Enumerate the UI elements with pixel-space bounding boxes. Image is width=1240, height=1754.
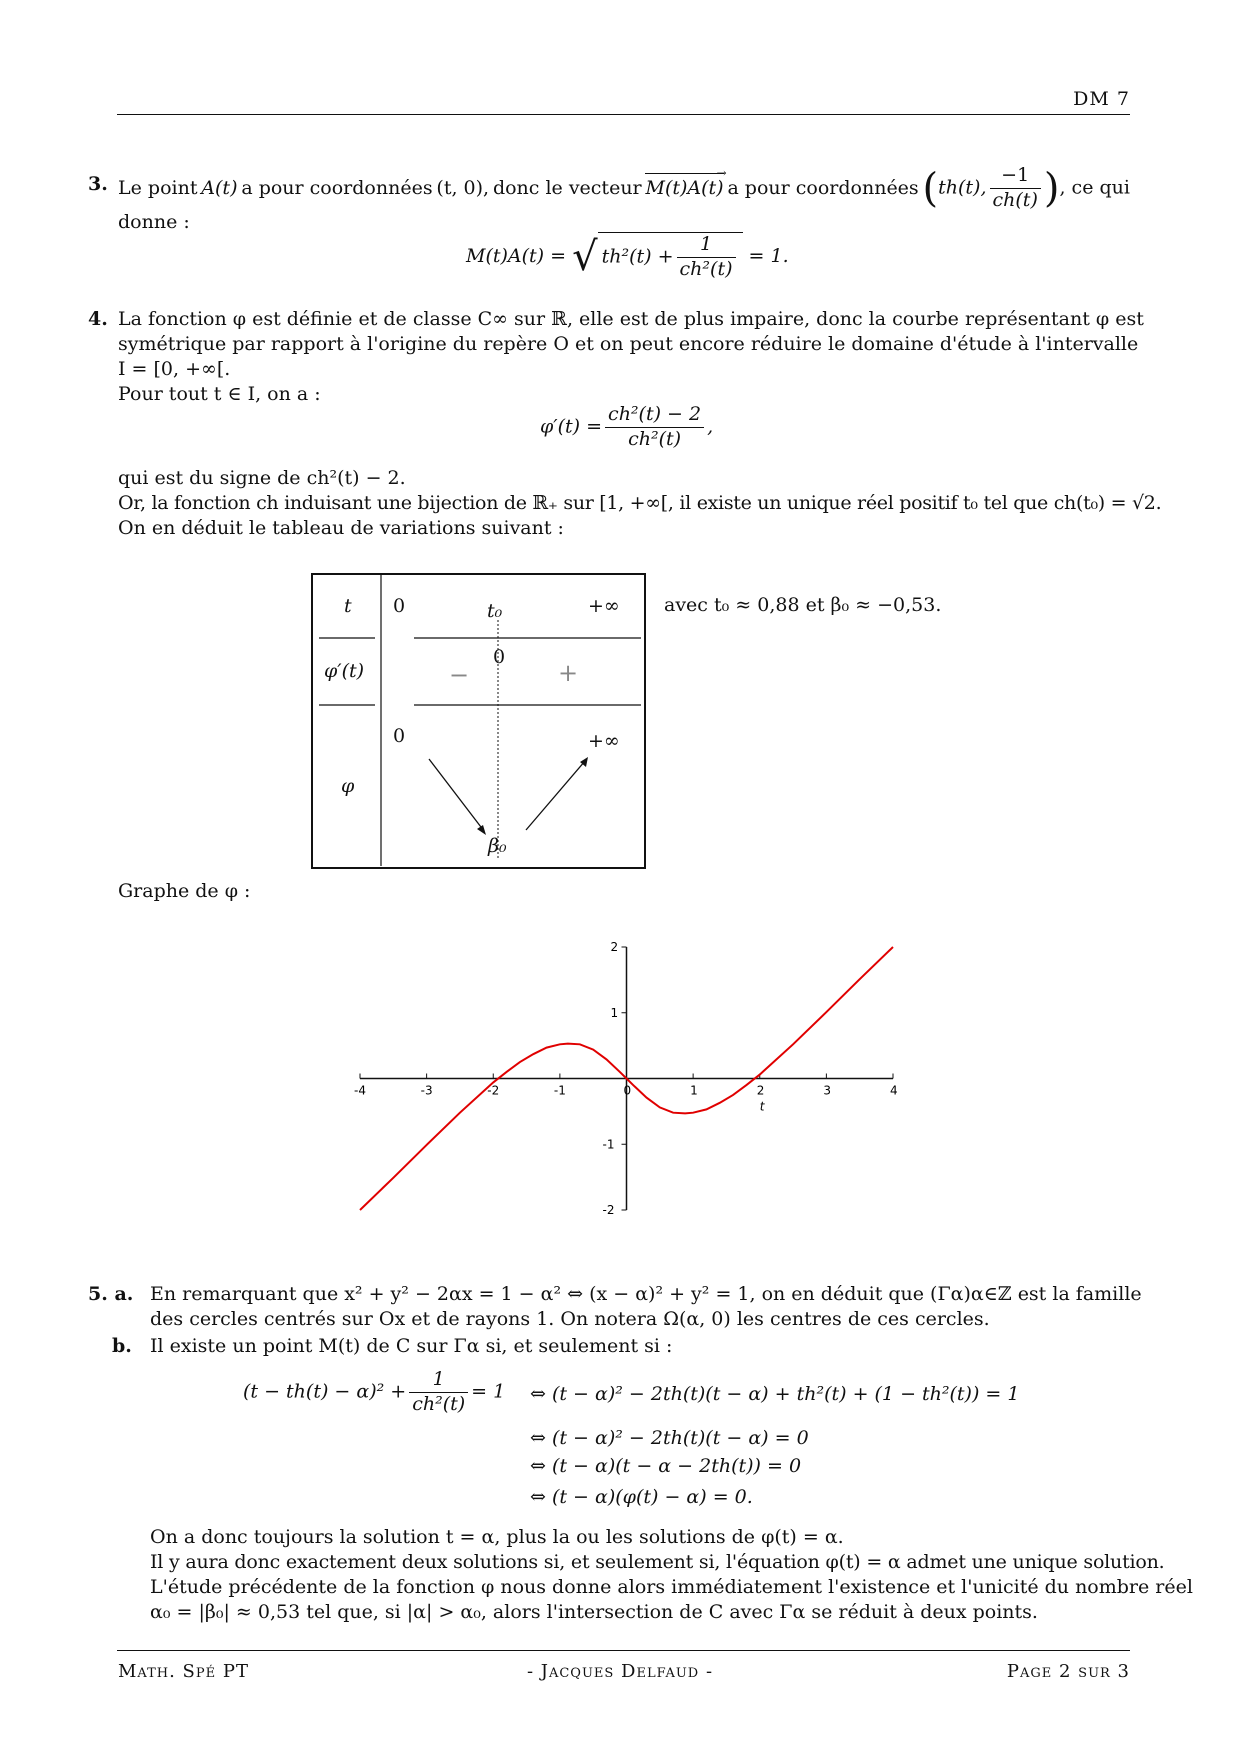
s5-b-label: b. (112, 1335, 132, 1357)
table-dphi-minus: − (449, 661, 470, 689)
table-phi-label: φ (341, 775, 355, 797)
s3-equation: M(t)A(t) = √ th²(t) + $\frac{1}{\text{ch²(t)}}$ = 1. (466, 233, 789, 280)
s3-text-a: Le point (118, 177, 198, 199)
footer-right: Page 2 sur 3 (1006, 1661, 1130, 1682)
section-5-number: 5. a. (88, 1283, 134, 1305)
table-t-v1: t₀ (487, 600, 503, 622)
s5-eq-4: ⇔ (t − α)(φ(t) − α) = 0. (530, 1486, 753, 1508)
s3-text-e: donc le vecteur (492, 177, 642, 199)
s4-line-5: qui est du signe de ch²(t) − 2. (118, 467, 406, 489)
x-tick-label: 4 (890, 1083, 898, 1098)
table-phi-start: 0 (393, 725, 406, 747)
x-axis-label: t (759, 1099, 765, 1114)
table-t-v0: 0 (393, 595, 406, 617)
s3-text-b: A(t) (201, 177, 238, 199)
s5-eq-3: ⇔ (t − α)(t − α − 2th(t)) = 0 (530, 1455, 802, 1477)
s5-a-line-2: des cercles centrés sur Ox et de rayons 1. On notera Ω(α, 0) les centres de ces cercles. (150, 1308, 990, 1330)
s4-line-1: La fonction φ est définie et de classe C∞ sur ℝ, elle est de plus impaire, donc la courbe représentant φ est (118, 308, 1144, 330)
s5-a-line-1: En remarquant que x² + y² − 2αx = 1 − α² ⇔ (x − α)² + y² = 1, on en déduit que (Γα)α∈ℤ est la famille (150, 1283, 1142, 1305)
header-title: DM 7 (1073, 88, 1130, 110)
table-t-label: t (344, 595, 352, 617)
table-dphi-label: φ′(t) (324, 660, 365, 682)
s5-c-line-2: Il y aura donc exactement deux solutions si, et seulement si, l'équation φ(t) = α admet une unique solution. (150, 1551, 1165, 1573)
section-3-number: 3. (88, 173, 108, 195)
x-tick-label: -4 (354, 1083, 366, 1098)
y-tick-label: -1 (602, 1137, 615, 1152)
variation-table (311, 573, 646, 869)
s5-eq-1-rhs: ⇔ (t − α)² − 2th(t)(t − α) + th²(t) + (1 − th²(t)) = 1 (530, 1383, 1020, 1405)
table-dphi-zero: 0 (493, 646, 506, 668)
s3-text-d: (t, 0), (436, 177, 490, 199)
s3-text-f: a pour coordonnées (727, 177, 919, 199)
s5-eq-2: ⇔ (t − α)² − 2th(t)(t − α) = 0 (530, 1427, 809, 1449)
s5-c-line-3: L'étude précédente de la fonction φ nous donne alors immédiatement l'existence et l'unicité du nombre réel (150, 1576, 1193, 1598)
s3-line-2: donne : (118, 211, 190, 233)
x-tick-label: 1 (690, 1083, 698, 1098)
s4-line-3: I = [0, +∞[. (118, 358, 231, 380)
s4-line-4: Pour tout t ∈ I, on a : (118, 383, 321, 405)
x-tick-label: 3 (823, 1083, 832, 1098)
s5-eq-1-lhs: (t − th(t) − α)² + $\frac{1}{\text{ch²(t)}}$ = 1 (243, 1368, 506, 1415)
header-rule (117, 114, 1130, 115)
s3-vector: → M(t)A(t) (645, 166, 727, 199)
table-phi-min: β₀ (488, 835, 507, 857)
table-t-v2: +∞ (588, 595, 620, 617)
footer-rule (117, 1650, 1130, 1651)
s3-coords: (th(t), $\frac{-1}{ch(t)}$ ), ce qui (922, 163, 1130, 211)
s4-line-6: Or, la fonction ch induisant une bijection de ℝ₊ sur [1, +∞[, il existe un unique réel positif t₀ tel que ch(t₀) = √2. (118, 492, 1162, 514)
s5-b-line-1: Il existe un point M(t) de C sur Γα si, et seulement si : (150, 1335, 673, 1357)
graph-label: Graphe de φ : (118, 880, 251, 902)
footer-center: - Jacques Delfaud - (526, 1661, 714, 1682)
phi-graph (350, 935, 910, 1225)
table-phi-end: +∞ (588, 730, 620, 752)
s4-line-7: On en déduit le tableau de variations suivant : (118, 517, 564, 539)
table-dphi-plus: + (558, 659, 579, 687)
x-tick-label: 2 (756, 1083, 765, 1098)
y-tick-label: 2 (610, 940, 619, 954)
y-tick-label: -2 (602, 1203, 615, 1217)
x-tick-label: -1 (553, 1083, 566, 1098)
x-tick-label: 0 (623, 1083, 632, 1098)
s4-line-2: symétrique par rapport à l'origine du repère O et on peut encore réduire le domaine d'étude à l'intervalle (118, 333, 1139, 355)
section-4-number: 4. (88, 308, 108, 330)
table-note: avec t₀ ≈ 0,88 et β₀ ≈ −0,53. (664, 594, 942, 616)
s4-equation: φ′(t) = $\frac{\text{ch²(t) − 2}}{\text{ch²(t)}}$ , (540, 403, 714, 450)
s3-text-c: a pour coordonnées (241, 177, 433, 199)
s5-c-line-1: On a donc toujours la solution t = α, plus la ou les solutions de φ(t) = α. (150, 1526, 844, 1548)
x-tick-label: -2 (487, 1083, 500, 1098)
footer-left: Math. Spé PT (118, 1661, 249, 1682)
section-3-line-1 (118, 163, 1130, 213)
x-tick-label: -3 (420, 1083, 433, 1098)
y-tick-label: 1 (610, 1005, 619, 1020)
s5-c-line-4: α₀ = |β₀| ≈ 0,53 tel que, si |α| > α₀, alors l'intersection de C avec Γα se réduit à deux points. (150, 1601, 1038, 1623)
table-lines (313, 575, 643, 866)
